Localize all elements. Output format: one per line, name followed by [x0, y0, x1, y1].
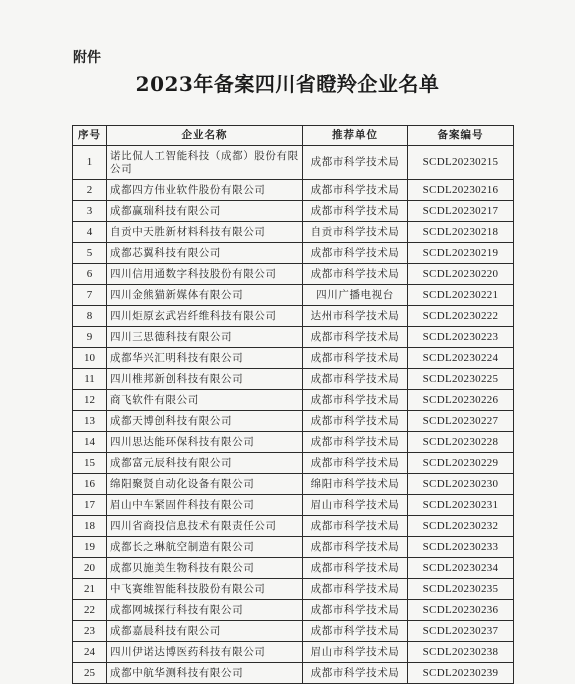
company-name: 四川三思德科技有限公司: [107, 327, 303, 348]
table-row: [73, 495, 514, 516]
filing-code: SCDL20230220: [408, 264, 514, 285]
company-name: 自贡中天胜新材料科技有限公司: [107, 222, 303, 243]
row-number: 23: [73, 621, 107, 642]
table-row: [73, 390, 514, 411]
filing-code: SCDL20230233: [408, 537, 514, 558]
enterprise-table: [72, 125, 514, 684]
filing-code: SCDL20230227: [408, 411, 514, 432]
recommender-unit: 达州市科学技术局: [303, 306, 408, 327]
company-name: 成都赢瑞科技有限公司: [107, 201, 303, 222]
row-number: 25: [73, 663, 107, 684]
table-row: [73, 537, 514, 558]
filing-code: SCDL20230228: [408, 432, 514, 453]
recommender-unit: 绵阳市科学技术局: [303, 474, 408, 495]
company-name: 成都长之琳航空制造有限公司: [107, 537, 303, 558]
filing-code: SCDL20230216: [408, 180, 514, 201]
recommender-unit: 成都市科学技术局: [303, 243, 408, 264]
recommender-unit: 成都市科学技术局: [303, 432, 408, 453]
recommender-unit: 成都市科学技术局: [303, 264, 408, 285]
company-name: 成都华兴汇明科技有限公司: [107, 348, 303, 369]
recommender-unit: 成都市科学技术局: [303, 327, 408, 348]
row-number: 12: [73, 390, 107, 411]
company-name: 成都芯翼科技有限公司: [107, 243, 303, 264]
filing-code: SCDL20230225: [408, 369, 514, 390]
recommender-unit: 成都市科学技术局: [303, 348, 408, 369]
row-number: 21: [73, 579, 107, 600]
recommender-unit: 眉山市科学技术局: [303, 495, 408, 516]
filing-code: SCDL20230221: [408, 285, 514, 306]
company-name: 四川伊诺达博医药科技有限公司: [107, 642, 303, 663]
recommender-unit: 成都市科学技术局: [303, 390, 408, 411]
company-name: 四川省商投信息技术有限责任公司: [107, 516, 303, 537]
row-number: 22: [73, 600, 107, 621]
recommender-unit: 成都市科学技术局: [303, 621, 408, 642]
row-number: 10: [73, 348, 107, 369]
recommender-unit: 自贡市科学技术局: [303, 222, 408, 243]
row-number: 11: [73, 369, 107, 390]
attachment-label: 附件: [73, 50, 101, 66]
filing-code: SCDL20230238: [408, 642, 514, 663]
table-row: [73, 663, 514, 684]
table-body: [73, 146, 514, 684]
recommender-unit: 成都市科学技术局: [303, 411, 408, 432]
table-row: [73, 642, 514, 663]
table-row: [73, 411, 514, 432]
row-number: 15: [73, 453, 107, 474]
filing-code: SCDL20230215: [408, 146, 514, 180]
recommender-unit: 成都市科学技术局: [303, 369, 408, 390]
row-number: 19: [73, 537, 107, 558]
row-number: 18: [73, 516, 107, 537]
filing-code: SCDL20230217: [408, 201, 514, 222]
recommender-unit: 成都市科学技术局: [303, 663, 408, 684]
row-number: 2: [73, 180, 107, 201]
table-row: [73, 201, 514, 222]
table-row: [73, 453, 514, 474]
recommender-unit: 成都市科学技术局: [303, 537, 408, 558]
company-name: 成都富元辰科技有限公司: [107, 453, 303, 474]
filing-code: SCDL20230237: [408, 621, 514, 642]
filing-code: SCDL20230236: [408, 600, 514, 621]
recommender-unit: 成都市科学技术局: [303, 201, 408, 222]
company-name: 四川椎邦新创科技有限公司: [107, 369, 303, 390]
company-name: 四川信用通数字科技股份有限公司: [107, 264, 303, 285]
header-no: 序号: [73, 126, 107, 146]
header-name: 企业名称: [107, 126, 303, 146]
header-recommender: 推荐单位: [303, 126, 408, 146]
recommender-unit: 成都市科学技术局: [303, 516, 408, 537]
company-name: 成都嘉晨科技有限公司: [107, 621, 303, 642]
recommender-unit: 成都市科学技术局: [303, 600, 408, 621]
table-row: [73, 243, 514, 264]
row-number: 8: [73, 306, 107, 327]
row-number: 14: [73, 432, 107, 453]
table-row: [73, 348, 514, 369]
table-row: [73, 369, 514, 390]
filing-code: SCDL20230222: [408, 306, 514, 327]
row-number: 3: [73, 201, 107, 222]
row-number: 1: [73, 146, 107, 180]
recommender-unit: 成都市科学技术局: [303, 558, 408, 579]
company-name: 四川思达能环保科技有限公司: [107, 432, 303, 453]
table-row: [73, 558, 514, 579]
row-number: 5: [73, 243, 107, 264]
recommender-unit: 眉山市科学技术局: [303, 642, 408, 663]
row-number: 7: [73, 285, 107, 306]
table-row: [73, 180, 514, 201]
company-name: 成都贝施美生物科技有限公司: [107, 558, 303, 579]
table-row: [73, 222, 514, 243]
company-name: 成都网城探行科技有限公司: [107, 600, 303, 621]
row-number: 17: [73, 495, 107, 516]
table-row: [73, 327, 514, 348]
recommender-unit: 成都市科学技术局: [303, 579, 408, 600]
company-name: 成都中航华测科技有限公司: [107, 663, 303, 684]
table-row: [73, 621, 514, 642]
company-name: 成都天博创科技有限公司: [107, 411, 303, 432]
table-header-row: [73, 126, 514, 146]
filing-code: SCDL20230219: [408, 243, 514, 264]
recommender-unit: 成都市科学技术局: [303, 453, 408, 474]
table-row: [73, 516, 514, 537]
row-number: 16: [73, 474, 107, 495]
header-code: 备案编号: [408, 126, 514, 146]
filing-code: SCDL20230235: [408, 579, 514, 600]
filing-code: SCDL20230218: [408, 222, 514, 243]
filing-code: SCDL20230224: [408, 348, 514, 369]
table-row: [73, 474, 514, 495]
filing-code: SCDL20230230: [408, 474, 514, 495]
recommender-unit: 四川广播电视台: [303, 285, 408, 306]
filing-code: SCDL20230231: [408, 495, 514, 516]
table-row: [73, 146, 514, 180]
company-name: 中飞赛维智能科技股份有限公司: [107, 579, 303, 600]
company-name: 成都四方伟业软件股份有限公司: [107, 180, 303, 201]
filing-code: SCDL20230239: [408, 663, 514, 684]
table-row: [73, 432, 514, 453]
recommender-unit: 成都市科学技术局: [303, 180, 408, 201]
row-number: 9: [73, 327, 107, 348]
table-row: [73, 306, 514, 327]
table-row: [73, 600, 514, 621]
company-name: 眉山中车紧固件科技有限公司: [107, 495, 303, 516]
company-name: 诺比侃人工智能科技（成都）股份有限公司: [107, 146, 303, 180]
company-name: 绵阳聚贤自动化设备有限公司: [107, 474, 303, 495]
filing-code: SCDL20230226: [408, 390, 514, 411]
filing-code: SCDL20230234: [408, 558, 514, 579]
table-row: [73, 579, 514, 600]
row-number: 20: [73, 558, 107, 579]
recommender-unit: 成都市科学技术局: [303, 146, 408, 180]
company-name: 四川炬原玄武岩纤维科技有限公司: [107, 306, 303, 327]
row-number: 24: [73, 642, 107, 663]
table-row: [73, 285, 514, 306]
company-name: 四川金熊猫新媒体有限公司: [107, 285, 303, 306]
row-number: 6: [73, 264, 107, 285]
table-row: [73, 264, 514, 285]
filing-code: SCDL20230223: [408, 327, 514, 348]
row-number: 13: [73, 411, 107, 432]
filing-code: SCDL20230229: [408, 453, 514, 474]
document-title: 2023年备案四川省瞪羚企业名单: [135, 72, 440, 96]
filing-code: SCDL20230232: [408, 516, 514, 537]
company-name: 商飞软件有限公司: [107, 390, 303, 411]
row-number: 4: [73, 222, 107, 243]
